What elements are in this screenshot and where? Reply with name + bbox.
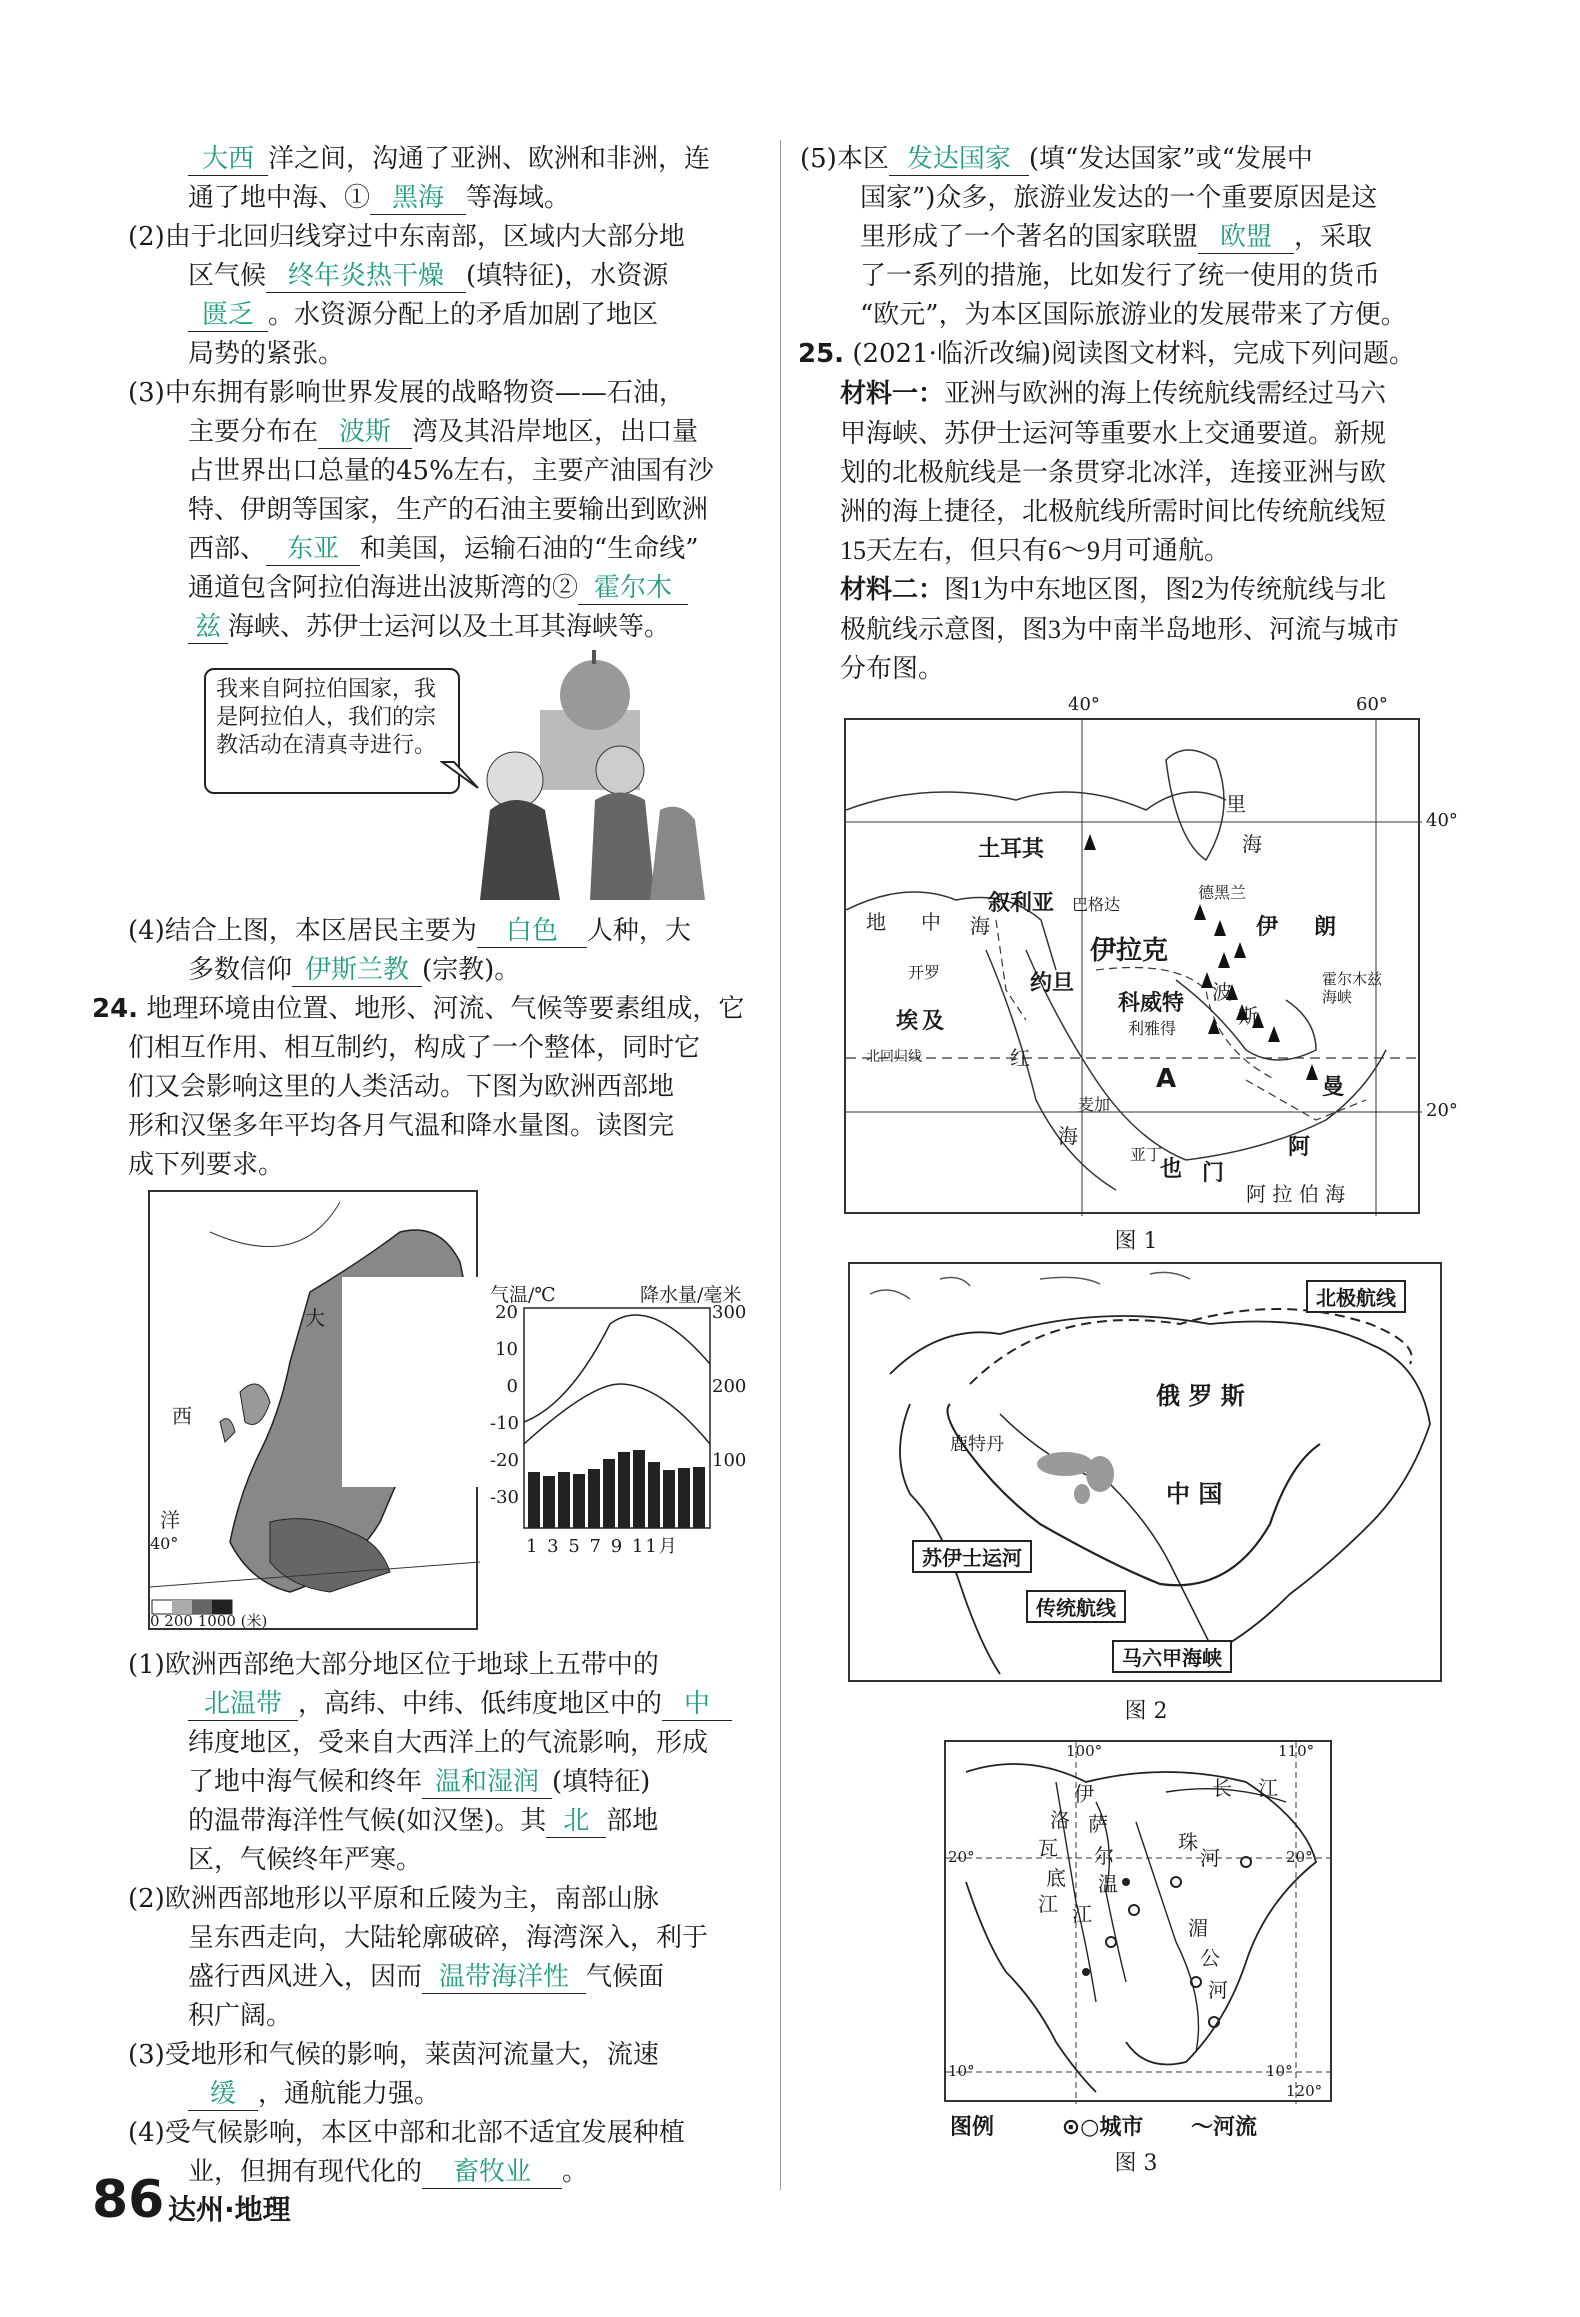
answer-daxi: 大西 [188,143,268,176]
label-kuwait: 科威特 [1118,991,1185,1016]
figure-3-legend [950,2110,1340,2141]
label-syria: 叙利亚 [988,891,1055,916]
answer-hormuz-2: 兹 [188,611,228,644]
label-region-A: A [1156,1064,1177,1094]
climate-plot [490,1304,750,1554]
temp-ticks [490,1302,520,1524]
label-caspian-li: 里 [1226,792,1246,816]
text-line: 极航线示意图，图3为中南半岛地形、河流与城市 [840,615,1400,644]
text-line: 缓 ，通航能力强。 [128,2075,758,2114]
label-persian-bo: 波 [1212,980,1232,1004]
label-turkey: 土耳其 [978,837,1045,862]
q25-line: 25. (2021·临沂改编)阅读图文材料，完成下列问题。 [798,339,1416,369]
label-sa: 萨 [1088,1812,1108,1836]
label-egypt-1: 埃 [896,1009,919,1034]
label-he-2: 河 [1208,1978,1228,2002]
figure-1-caption: 图 1 [1114,1229,1158,1254]
answer-animal-husbandry: 畜牧业 [422,2156,562,2189]
rain-tick: 200 [712,1376,747,1397]
scale-label: 0 200 1000 (米) [150,1612,268,1630]
label-he-1: 河 [1200,1846,1220,1870]
label-yemen-2: 门 [1202,1161,1225,1186]
answer-developed: 发达国家 [889,143,1029,176]
text-line: 区气候 终年炎热干燥 (填特征)，水资源 [188,261,669,291]
text-line: 成下列要求。 [128,1150,285,1180]
a3-line: (3)受地形和气候的影响，莱茵河流量大，流速 [128,2040,659,2070]
right-column [800,140,1460,688]
book-title: 达州·地理 [168,2193,291,2226]
label-caspian-hai: 海 [1242,832,1262,856]
text-line: 们相互作用、相互制约，构成了一个整体，同时它 [128,1033,701,1063]
text-line: 区，气候终年严寒。 [188,1845,423,1875]
rain-tick: 300 [712,1302,747,1323]
rain-ticks [712,1302,752,1524]
left-column [128,140,758,647]
label-rotterdam: 鹿特丹 [950,1434,1004,1455]
label-mecca: 麦加 [1078,1095,1111,1114]
text-line: 多数信仰 伊斯兰教 (宗教)。 [188,955,521,985]
speech-bubble: 我来自阿拉伯国家，我是阿拉伯人，我们的宗教活动在清真寺进行。 [204,668,460,794]
figure-2-routes-map [848,1262,1442,1682]
label-iran-1: 伊 [1256,915,1279,940]
text-line: 大西 洋之间，沟通了亚洲、欧洲和非洲，连 [128,140,758,179]
label-hormuz: 霍尔木兹海峡 [1322,970,1383,1006]
figure-2-caption: 图 2 [1124,1699,1168,1724]
text-line: 的温带海洋性气候(如汉堡)。其 北 部地 [188,1806,659,1836]
text-line: 洲的海上捷径，北极航线所需时间比传统航线短 [840,497,1387,526]
label-jiang-3: 江 [1072,1902,1092,1926]
label-chang: 长 [1212,1776,1232,1800]
label-china: 中 国 [1166,1480,1223,1508]
a2-line: (2)欧洲西部地形以平原和丘陵为主，南部山脉 [128,1884,659,1914]
answer-islam: 伊斯兰教 [292,954,422,987]
temp-tick: 20 [495,1302,518,1323]
label-med-hai: 海 [970,914,990,938]
label-baghdad: 巴格达 [1072,895,1121,914]
figure-3-caption: 图 3 [1114,2151,1158,2176]
label-lat40: 40° [150,1534,179,1553]
text-line: 纬度地区，受来自大西洋上的气流影响，形成 [188,1728,709,1758]
label-oman-2: 曼 [1322,1075,1345,1100]
left-column-answers [128,1646,758,2192]
label-yemen-1: 也 [1160,1157,1183,1182]
text-line: 划的北极航线是一条贯穿北冰洋，连接亚洲与欧 [840,458,1387,487]
label-lat20-right: 20° [1286,1848,1313,1866]
label-lat40: 40° [1426,810,1458,831]
label-lon60: 60° [1356,694,1388,715]
text-line: 了一系列的措施，比如发行了统一使用的货币 [860,261,1381,291]
label-lat10-right: 10° [1266,2062,1293,2080]
answer-heihai: 黑海 [370,182,466,215]
q5-line: (5)本区 发达国家 (填“发达国家”或“发展中 [800,144,1313,174]
label-wen: 温 [1098,1872,1118,1896]
routes-drawing [850,1264,1444,1684]
label-lon40: 40° [1068,694,1100,715]
a4-line: (4)受气候影响，本区中部和北部不适宜发展种植 [128,2118,685,2148]
text-line: 们又会影响这里的人类活动。下图为欧洲西部地 [128,1072,675,1102]
q2-line: (2)由于北回归线穿过中东南部，区域内大部分地 [128,222,685,252]
legend-title: 图例 [950,2115,995,2140]
label-russia: 俄 罗 斯 [1156,1382,1245,1410]
label-luo: 洛 [1050,1808,1070,1832]
label-lon110: 110° [1278,1742,1315,1760]
q4-line: (4)结合上图，本区居民主要为 白色 人种，大 [128,916,691,946]
answer-eu: 欧盟 [1198,221,1294,254]
label-arctic-route: 北极航线 [1306,1280,1406,1313]
label-jiang-2: 江 [1038,1892,1058,1916]
text-line: 通道包含阿拉伯海进出波斯湾的② 霍尔木 [128,569,758,608]
label-er: 尔 [1094,1844,1114,1868]
text-line: 匮乏 。水资源分配上的矛盾加剧了地区 [128,296,758,335]
label-aden: 亚丁 [1130,1145,1163,1164]
text-line: 15天左右，但只有6～9月可通航。 [840,536,1231,565]
label-malacca-strait: 马六甲海峡 [1112,1640,1232,1673]
text-line: 甲海峡、苏伊士运河等重要水上交通要道。新规 [840,419,1387,448]
label-jordan: 约旦 [1030,971,1075,996]
label-cairo: 开罗 [908,963,941,982]
temp-tick: 10 [495,1339,518,1360]
answer-north: 北 [546,1805,606,1838]
text-line: 呈东西走向，大陆轮廓破碎，海湾深入，利于 [188,1923,709,1953]
label-di: 底 [1046,1866,1066,1890]
label-gong: 公 [1200,1946,1220,1970]
legend-river: ～河流 [1191,2115,1258,2140]
answer-north-temperate: 北温带 [188,1688,298,1721]
answer-climate: 终年炎热干燥 [266,260,466,293]
q3-line: (3)中东拥有影响世界发展的战略物资——石油， [128,378,685,408]
label-da: 大 [305,1306,325,1330]
answer-water: 匮乏 [188,299,268,332]
q24-line: 24. 地理环境由位置、地形、河流、气候等要素组成，它 [92,994,745,1024]
label-egypt-2: 及 [922,1009,945,1034]
label-lon120: 120° [1286,2082,1323,2100]
label-red-sea-hai: 海 [1058,1124,1078,1148]
label-tehran: 德黑兰 [1198,883,1247,902]
text-line: 兹 海峡、苏伊士运河以及土耳其海峡等。 [128,608,758,647]
rain-tick: 100 [712,1450,747,1471]
label-oman-1: 阿 [1288,1135,1311,1160]
temp-tick: -10 [490,1413,519,1434]
label-med-zhong: 中 [921,910,941,934]
left-column-lower [92,912,758,1185]
column-divider [780,140,781,2190]
label-iran-2: 朗 [1314,915,1337,940]
hamburg-climate-chart [490,1280,750,1560]
answer-temperate-maritime: 温带海洋性 [422,1961,586,1994]
answer-dongya: 东亚 [266,533,360,566]
text-line: 北温带 ，高纬、中纬、低纬度地区中的 中 [128,1685,758,1724]
label-iraq: 伊拉克 [1090,936,1169,966]
arab-people-illustration [420,650,710,900]
label-xi: 西 [172,1404,192,1428]
text-line: 里形成了一个著名的国家联盟 欧盟 ，采取 [860,222,1373,252]
month-ticks: 1 3 5 7 9 11月 [526,1536,679,1557]
text-line: 主要分布在 波斯 湾及其沿岸地区，出口量 [188,417,699,447]
temp-tick: -30 [490,1487,519,1508]
label-suez-canal: 苏伊士运河 [912,1540,1032,1573]
rain-axis-label: 降水量/毫米 [640,1284,742,1306]
answer-hormuz-1: 霍尔木 [578,572,688,605]
legend-city: ⊙○城市 [1061,2115,1144,2140]
text-line: 积广阔。 [188,2001,293,2031]
text-line: 占世界出口总量的45%左右，主要产油国有沙 [188,456,714,486]
text-line: 通了地中海、① 黑海 等海域。 [188,183,571,213]
label-yi: 伊 [1074,1782,1094,1806]
text-line: 西部、 东亚 和美国，运输石油的“生命线” [188,534,699,564]
figure-3-indochina-map [944,1740,1332,2102]
text-line: 盛行西风进入，因而 温带海洋性 气候面 [188,1962,665,1992]
figure-1-middle-east-map [844,694,1458,1214]
label-lat20-left: 20° [948,1848,975,1866]
label-lon100: 100° [1066,1742,1103,1760]
text-line: “欧元”，为本区国际旅游业的发展带来了方便。 [860,300,1407,330]
label-lat10-left: 10° [948,2062,975,2080]
label-jiang-1: 江 [1258,1776,1278,1800]
temp-tick: -20 [490,1450,519,1471]
text-line: 了地中海气候和终年 温和湿润 (填特征) [188,1767,651,1797]
label-arabian-sea: 阿 拉 伯 海 [1246,1182,1346,1206]
answer-baise: 白色 [477,915,587,948]
page-number: 86 [92,2170,165,2230]
answer-bosi: 波斯 [318,416,412,449]
text-line: 特、伊朗等国家，生产的石油主要输出到欧洲 [188,495,709,525]
label-riyadh: 利雅得 [1128,1019,1177,1038]
temp-axis-label: 气温/℃ [490,1284,556,1306]
material-2: 材料二：图1为中东地区图，图2为传统航线与北 [840,575,1387,605]
text-line: 国家”)众多，旅游业发达的一个重要原因是这 [860,183,1378,213]
label-zhu: 珠 [1178,1830,1198,1854]
text-line: 形和汉堡多年平均各月气温和降水量图。读图完 [128,1111,675,1141]
material-1: 材料一：亚洲与欧洲的海上传统航线需经过马六 [840,379,1387,409]
temp-tick: 0 [506,1376,518,1397]
europe-map [148,1190,478,1630]
label-lat20: 20° [1426,1100,1458,1121]
label-wa: 瓦 [1038,1836,1058,1860]
label-yang: 洋 [160,1508,180,1532]
answer-mild-humid: 温和湿润 [422,1766,552,1799]
label-traditional-route: 传统航线 [1026,1590,1126,1623]
label-mei: 湄 [1188,1916,1208,1940]
text-line: 局势的紧张。 [188,339,345,369]
a1-line: (1)欧洲西部绝大部分地区位于地球上五带中的 [128,1650,659,1680]
label-red-sea-hong: 红 [1010,1046,1030,1070]
answer-mid-latitude: 中 [662,1688,732,1721]
answer-slow: 缓 [188,2078,258,2111]
label-med-di: 地 [866,910,886,934]
label-tropic-of-cancer: 北回归线 [866,1049,922,1065]
text-line: 分布图。 [840,654,945,683]
label-persian-si: 斯 [1238,1004,1258,1028]
text-line: 业，但拥有现代化的 畜牧业 。 [188,2157,589,2187]
